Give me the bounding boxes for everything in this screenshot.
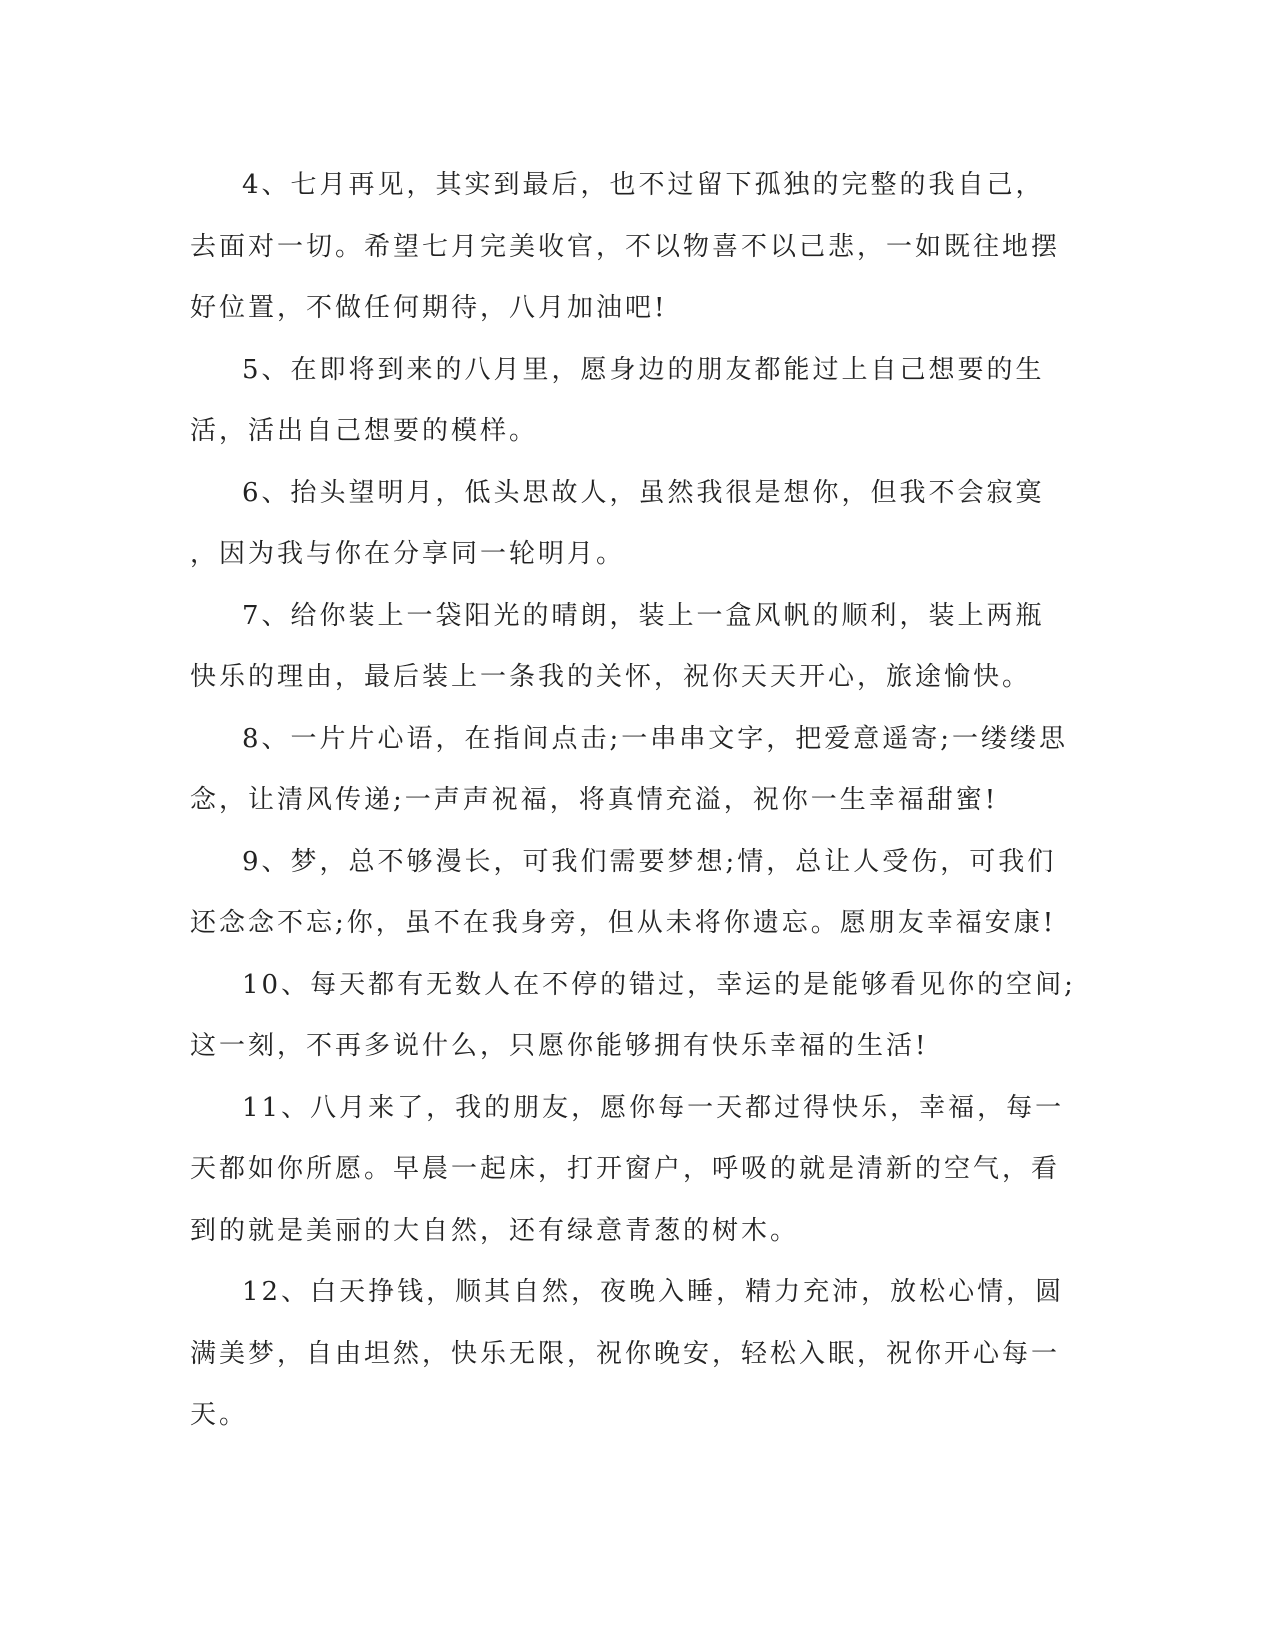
- paragraph-line: 7、给你装上一袋阳光的晴朗，装上一盒风帆的顺利，装上两瓶: [242, 600, 1045, 631]
- paragraph-12: [190, 1262, 1090, 1447]
- paragraph-8: [190, 709, 1090, 832]
- paragraph-line: 还念念不忘;你，虽不在我身旁，但从未将你遗忘。愿朋友幸福安康!: [190, 908, 1057, 938]
- paragraph-line: 4、七月再见，其实到最后，也不过留下孤独的完整的我自己，: [242, 170, 1045, 200]
- paragraph-line: 11、八月来了，我的朋友，愿你每一天都过得快乐，幸福，每一: [242, 1092, 1065, 1123]
- paragraph-11: [190, 1078, 1090, 1263]
- paragraph-line: ，因为我与你在分享同一轮明月。: [190, 539, 626, 569]
- paragraph-line: 到的就是美丽的大自然，还有绿意青葱的树木。: [190, 1215, 800, 1246]
- paragraph-line: 6、抬头望明月，低头思故人，虽然我很是想你，但我不会寂寞: [242, 477, 1045, 508]
- paragraph-line: 5、在即将到来的八月里，愿身边的朋友都能过上自己想要的生: [242, 354, 1045, 385]
- paragraph-line: 12、白天挣钱，顺其自然，夜晚入睡，精力充沛，放松心情，圆: [242, 1277, 1065, 1307]
- paragraph-line: 去面对一切。希望七月完美收官，不以物喜不以己悲，一如既往地摆: [190, 231, 1061, 262]
- paragraph-5: [190, 340, 1090, 463]
- paragraph-line: 好位置，不做任何期待，八月加油吧!: [190, 293, 668, 323]
- paragraph-line: 天都如你所愿。早晨一起床，打开窗户，呼吸的就是清新的空气，看: [190, 1154, 1061, 1184]
- paragraph-line: 这一刻，不再多说什么，只愿你能够拥有快乐幸福的生活!: [190, 1031, 929, 1061]
- paragraph-line: 8、一片片心语，在指间点击;一串串文字，把爱意遥寄;一缕缕思: [242, 723, 1069, 754]
- paragraph-10: [190, 955, 1090, 1078]
- paragraph-6: [190, 463, 1090, 586]
- paragraph-7: [190, 586, 1090, 709]
- paragraph-4: [190, 155, 1090, 340]
- paragraph-line: 天。: [190, 1400, 249, 1430]
- paragraph-9: [190, 832, 1090, 955]
- document-body: [190, 155, 1090, 1447]
- paragraph-line: 活，活出自己想要的模样。: [190, 416, 539, 446]
- paragraph-line: 快乐的理由，最后装上一条我的关怀，祝你天天开心，旅途愉快。: [190, 662, 1032, 692]
- paragraph-line: 满美梦，自由坦然，快乐无限，祝你晚安，轻松入眠，祝你开心每一: [190, 1338, 1061, 1369]
- paragraph-line: 10、每天都有无数人在不停的错过，幸运的是能够看见你的空间;: [242, 969, 1076, 1000]
- paragraph-line: 9、梦，总不够漫长，可我们需要梦想;情，总让人受伤，可我们: [242, 846, 1057, 877]
- paragraph-line: 念，让清风传递;一声声祝福，将真情充溢，祝你一生幸福甜蜜!: [190, 785, 999, 815]
